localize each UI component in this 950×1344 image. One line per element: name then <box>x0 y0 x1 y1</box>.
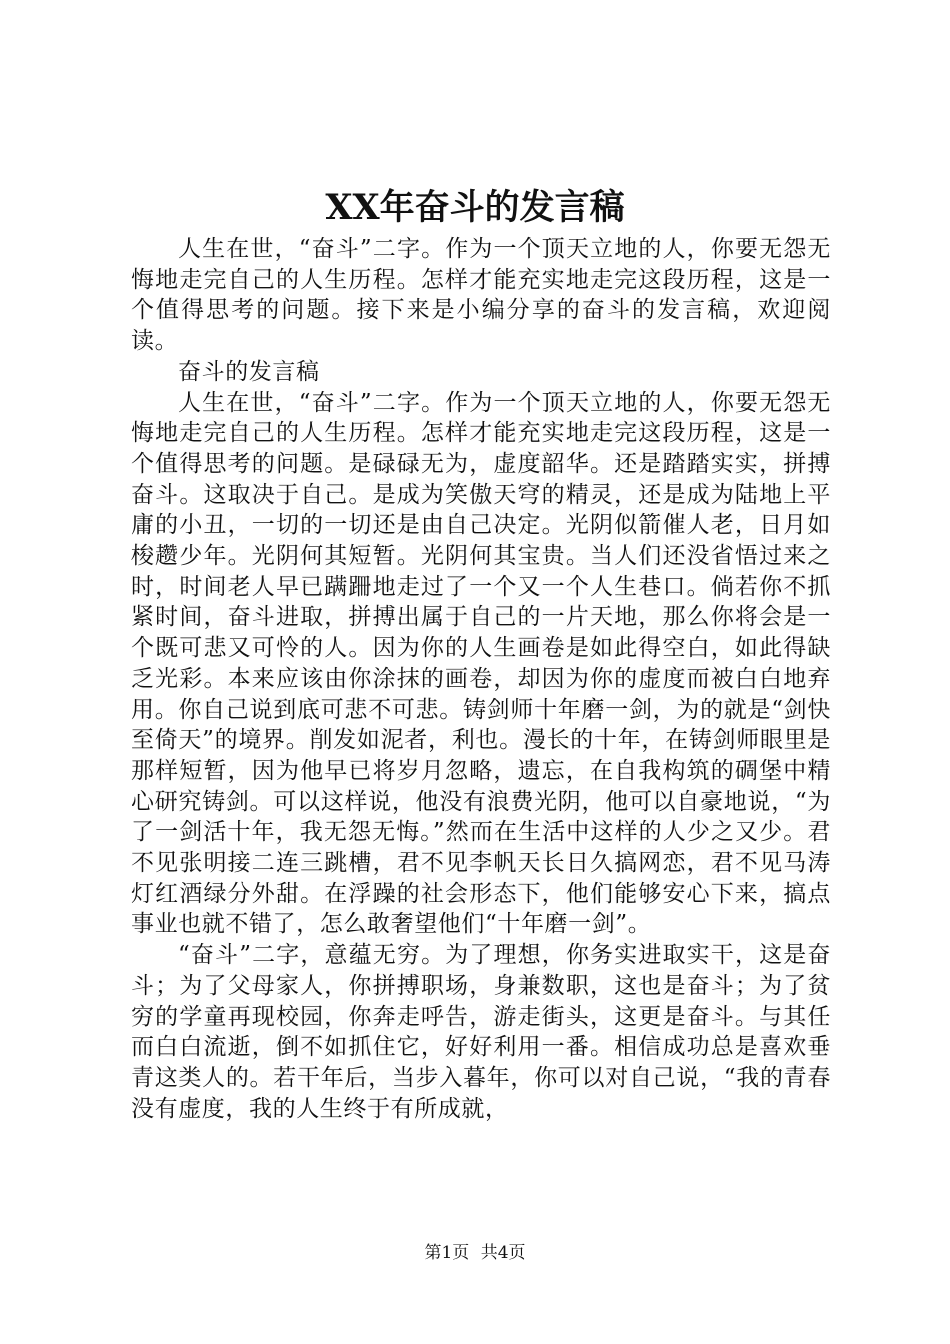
page-number: 第1页 <box>424 1243 470 1263</box>
document-body <box>131 234 831 1124</box>
body-paragraph: 人生在世，“奋斗”二字。作为一个顶天立地的人，你要无怨无悔地走完自己的人生历程。怎样才能充实地走完这段历程，这是一个值得思考的问题。接下来是小编分享的奋斗的发言稿，欢迎阅读。 <box>131 236 831 355</box>
page-total: 共4页 <box>480 1243 526 1263</box>
body-paragraph: 人生在世，“奋斗”二字。作为一个顶天立地的人，你要无怨无悔地走完自己的人生历程。怎样才能充实地走完这段历程，这是一个值得思考的问题。是碌碌无为，虚度韶华。还是踏踏实实，拼搏奋斗。这取决于自己。是成为笑傲天穹的精灵，还是成为陆地上平庸的小丑，一切的一切还是由自己决定。光阴似箭催人老，日月如梭趱少年。光阴何其短暂。光阴何其宝贵。当人们还没省悟过来之时，时间老人早已蹒跚地走过了一个又一个人生巷口。倘若你不抓紧时间，奋斗进取，拼搏出属于自己的一片天地，那么你将会是一个既可悲又可怜的人。因为你的人生画卷是如此得空白，如此得缺乏光彩。本来应该由你涂抹的画卷，却因为你的虚度而被白白地弃用。你自己说到底可悲不可悲。铸剑师十年磨一剑，为的就是“剑快至倚天”的境界。削发如泥者，利也。漫长的十年，在铸剑师眼里是那样短暂，因为他早已将岁月忽略，遗忘，在自我构筑的碉堡中精心研究铸剑。可以这样说，他没有浪费光阴，他可以自豪地说，“为了一剑活十年，我无怨无悔。”然而在生活中这样的人少之又少。君不见张明接二连三跳槽，君不见李帆天长日久搞网恋，君不见马涛灯红酒绿分外甜。在浮躁的社会形态下，他们能够安心下来，搞点事业也就不错了，怎么敢奢望他们“十年磨一剑”。 <box>131 389 831 938</box>
document-title: XX年奋斗的发言稿 <box>325 187 625 228</box>
body-paragraph: “奋斗”二字，意蕴无穷。为了理想，你务实进取实干，这是奋斗；为了父母家人，你拼搏职场，身兼数职，这也是奋斗；为了贫穷的学童再现校园，你奔走呼告，游走街头，这更是奋斗。与其任而白白流逝，倒不如抓住它，好好利用一番。相信成功总是喜欢垂青这类人的。若干年后，当步入暮年，你可以对自己说，“我的青春没有虚度，我的人生终于有所成就， <box>131 942 831 1122</box>
page-footer <box>0 1241 950 1265</box>
body-paragraph: 奋斗的发言稿 <box>178 358 320 385</box>
